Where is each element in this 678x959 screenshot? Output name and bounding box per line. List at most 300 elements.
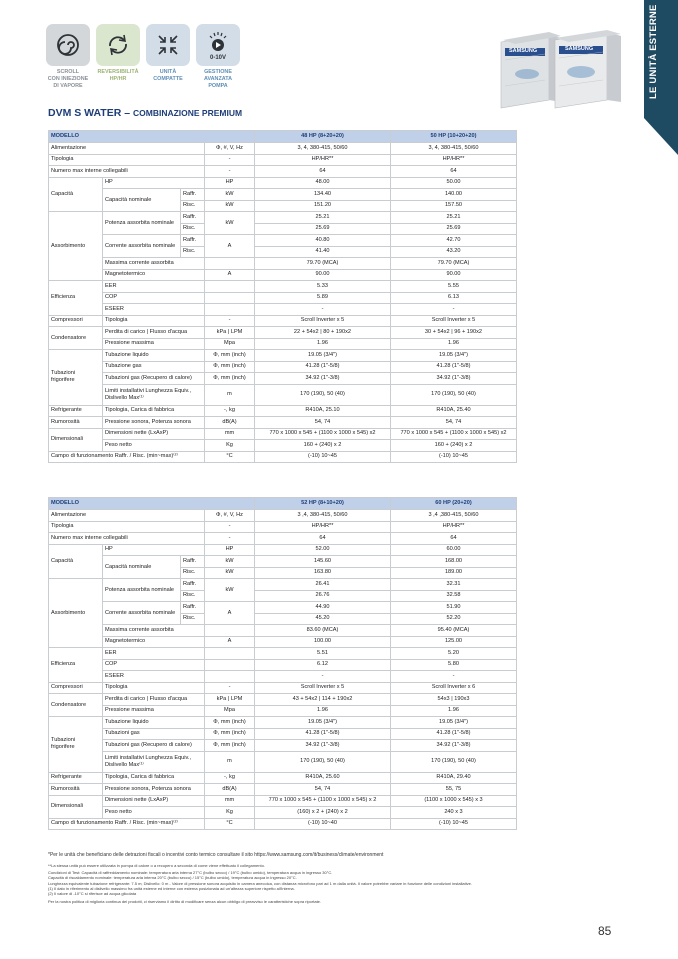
feature-icons [46,24,246,99]
row-unit: Φ, mm (inch) [205,350,255,362]
row-value-1: 34.92 (1"-3/8) [255,740,391,752]
row-sub2: Raffr. [181,212,205,224]
row-value-2: 30 + 54x2 | 96 + 190x2 [391,327,517,339]
row-value-2: 770 x 1000 x 545 + (1100 x 1000 x 545) x2 [391,428,517,440]
row-label: Alimentazione [49,143,205,155]
row-value-2: 140.00 [391,189,517,201]
row-value-1: 48.00 [255,177,391,189]
row-sub: Massima corrente assorbita [103,258,205,270]
page-number: 85 [598,924,612,938]
row-value-1: R410A, 25.60 [255,772,391,784]
row-value-2: 41.28 (1"-5/8) [391,361,517,373]
row-unit [205,281,255,293]
row-group: Rumorosità [49,417,103,429]
footnote-line: Per la nostra politica di miglioria continua dei prodotti, ci riserviamo il diritto di modificare senza alcun obbligo di preavviso le caratteristiche sopra riportate. [48,899,322,905]
row-unit: Kg [205,807,255,819]
row-unit: m [205,384,255,405]
row-unit: Φ, #, V, Hz [205,510,255,522]
row-value-1: 40.80 [255,235,391,247]
row-label: Alimentazione [49,510,205,522]
row-sub: Perdita di carico | Flusso d'acqua [103,694,205,706]
header-model-1: 48 HP (8+20+20) [255,131,391,143]
row-unit: A [205,636,255,648]
row-unit: -, kg [205,772,255,784]
row-value-2: 34.92 (1"-3/8) [391,740,517,752]
row-sub: Corrente assorbita nominale [103,235,181,258]
table-row [49,671,517,683]
row-unit: - [205,521,255,533]
row-value-1: 160 + (240) x 2 [255,440,391,452]
row-value-1: (-10) 10~45 [255,451,391,463]
footnotes [48,863,503,904]
row-value-1: 3, 4, 380-415, 50/60 [255,143,391,155]
row-label: Campo di funzionamento Raffr. / Risc. (min~max)⁽²⁾ [49,451,205,463]
row-group: Compressori [49,315,103,327]
table-row [49,428,517,440]
row-value-2: 168.00 [391,556,517,568]
row-value-2: 79.70 (MCA) [391,258,517,270]
row-sub2: Raffr. [181,556,205,568]
row-sub: HP [103,544,205,556]
row-group: Compressori [49,682,103,694]
row-unit [205,648,255,660]
table-row [49,648,517,660]
product-brand: SAMSUNG [509,48,538,54]
row-value-2: HP/HR** [391,154,517,166]
row-unit: Φ, #, V, Hz [205,143,255,155]
table-row [49,556,517,568]
row-value-2: 19.05 (3/4") [391,717,517,729]
row-sub: Massima corrente assorbita [103,625,205,637]
row-unit: kW [205,189,255,201]
table-row [49,636,517,648]
row-unit: - [205,315,255,327]
row-unit: Mpa [205,705,255,717]
table-row [49,304,517,316]
row-unit: HP [205,177,255,189]
table-row [49,544,517,556]
row-value-2: 25.69 [391,223,517,235]
row-sub: COP [103,292,205,304]
row-value-2: 170 (190), 50 (40) [391,751,517,772]
row-value-2: - [391,304,517,316]
row-unit [205,292,255,304]
row-sub: Dimensioni nette (LxAxP) [103,795,205,807]
row-group: Condensatore [49,694,103,717]
row-value-2: HP/HR** [391,521,517,533]
row-sub2: Risc. [181,567,205,579]
table-row [49,807,517,819]
table-row [49,510,517,522]
row-value-2: 54, 74 [391,417,517,429]
row-sub: Potenza assorbita nominale [103,212,181,235]
row-sub: Dimensioni nette (LxAxP) [103,428,205,440]
row-group: Assorbimento [49,212,103,281]
row-unit: kW [205,556,255,568]
row-value-1: 145.60 [255,556,391,568]
row-value-1: 41.28 (1"-5/8) [255,361,391,373]
row-value-1: 44.90 [255,602,391,614]
row-value-1: 770 x 1000 x 545 + (1100 x 1000 x 545) x 2 [255,795,391,807]
feature-label: REVERSIBILITÀ HP/HR [97,69,139,82]
row-value-1: 170 (190), 50 (40) [255,751,391,772]
row-sub2: Risc. [181,246,205,258]
row-value-2: Scroll Inverter x 6 [391,682,517,694]
row-value-2: 189.00 [391,567,517,579]
row-value-1: 83.60 (MCA) [255,625,391,637]
compact-unit-icon [146,24,190,66]
row-sub2: Risc. [181,223,205,235]
row-value-1: 54, 74 [255,417,391,429]
row-sub: Corrente assorbita nominale [103,602,181,625]
table-row [49,235,517,247]
table-row [49,258,517,270]
row-unit: kPa | LPM [205,694,255,706]
row-unit: - [205,166,255,178]
row-value-1: R410A, 25.10 [255,405,391,417]
row-value-1: 5.51 [255,648,391,660]
table-row [49,373,517,385]
table-row [49,350,517,362]
table-row [49,818,517,830]
row-unit: °C [205,818,255,830]
table-row [49,166,517,178]
product-brand-2: SAMSUNG [565,46,594,52]
row-sub: HP [103,177,205,189]
row-value-1: 1.96 [255,338,391,350]
row-unit: kW [205,567,255,579]
footnote-main: *Per le unità che beneficiano delle detrazioni fiscali o incentivi conto termico consultare il sito https://www.samsung.com/it/business/climate/environment [48,852,384,858]
title-main: DVM S WATER – [48,107,133,119]
row-sub2: Risc. [181,590,205,602]
header-model-2: 50 HP (10+20+20) [391,131,517,143]
header-model-2: 60 HP (20+20) [391,498,517,510]
table-row [49,659,517,671]
row-sub: COP [103,659,205,671]
row-sub: Magnetotermico [103,636,205,648]
row-value-1: - [255,304,391,316]
header-model-1: 52 HP (8+10+20) [255,498,391,510]
row-value-2: - [391,671,517,683]
feature-label: UNITÀ COMPATTE [153,69,183,82]
row-unit: Φ, mm (inch) [205,740,255,752]
row-value-2: 19.05 (3/4") [391,350,517,362]
table-row [49,625,517,637]
row-unit: mm [205,428,255,440]
row-unit: mm [205,795,255,807]
row-group: Refrigerante [49,772,103,784]
table-row [49,521,517,533]
row-value-1: Scroll Inverter x 5 [255,315,391,327]
row-sub: Limiti installativi Lunghezza Equiv., Dislivello Max⁽¹⁾ [103,751,205,772]
row-value-1: 79.70 (MCA) [255,258,391,270]
table-row [49,212,517,224]
row-value-1: 3 ,4, 380-415, 50/60 [255,510,391,522]
row-unit: kW [205,200,255,212]
row-group: Efficienza [49,648,103,683]
row-value-2: (-10) 10~45 [391,451,517,463]
row-unit: kW [205,579,255,602]
table-row [49,315,517,327]
row-value-1: 45.20 [255,613,391,625]
row-value-2: 5.20 [391,648,517,660]
row-unit: dB(A) [205,417,255,429]
row-sub: Peso netto [103,440,205,452]
table-row [49,772,517,784]
row-sub: Tipologia [103,315,205,327]
header-model: MODELLO [49,498,255,510]
row-sub: Magnetotermico [103,269,205,281]
row-value-1: (160) x 2 + (240) x 2 [255,807,391,819]
pump-badge: 0-10V [209,55,226,61]
row-unit: HP [205,544,255,556]
row-sub: Perdita di carico | Flusso d'acqua [103,327,205,339]
row-unit [205,659,255,671]
row-sub2: Raffr. [181,602,205,614]
table-row [49,405,517,417]
row-unit: dB(A) [205,784,255,796]
row-value-2: 90.00 [391,269,517,281]
row-value-1: - [255,671,391,683]
row-unit: A [205,602,255,625]
row-value-2: R410A, 25.40 [391,405,517,417]
row-value-2: Scroll Inverter x 5 [391,315,517,327]
row-value-1: 90.00 [255,269,391,281]
row-value-1: 151.20 [255,200,391,212]
footnote-line: (1) Il dato in riferimento al dislivello massimo fra unità esterne ed interne con esterna posizionata ad un'altezza superiore rispetto all'interna. [48,885,295,891]
table-header-row [49,498,517,510]
row-sub: Pressione massima [103,338,205,350]
row-value-2: 52.20 [391,613,517,625]
row-value-2: (1100 x 1000 x 545) x 3 [391,795,517,807]
table-row [49,361,517,373]
row-value-2: 157.50 [391,200,517,212]
row-sub: Tipologia, Carica di fabbrica [103,772,205,784]
footnote-line: (2) Il valore di -10°C si riferisce ad acqua glicolata [48,891,137,897]
row-value-2: 50.00 [391,177,517,189]
row-value-1: 52.00 [255,544,391,556]
row-value-1: 25.21 [255,212,391,224]
row-label: Tipologia [49,154,205,166]
footnote-line: Capacità di riscaldamento nominale: temperatura aria interna 20°C (bulbo secco) / 15°C (bulbo umido), temperatura acqua in ingresso 20°C. [48,875,297,881]
row-value-2: 240 x 3 [391,807,517,819]
row-unit: - [205,533,255,545]
row-value-1: 5.89 [255,292,391,304]
row-group: Dimensionali [49,428,103,451]
advanced-pump-icon [196,24,240,66]
row-value-1: 19.05 (3/4") [255,350,391,362]
row-value-1: (-10) 10~40 [255,818,391,830]
feature-label: SCROLL CON INIEZIONE DI VAPORE [47,69,89,89]
feature-compact [146,24,190,83]
row-label: Numero max interne collegabili [49,533,205,545]
row-group: Dimensionali [49,795,103,818]
table-row [49,177,517,189]
row-unit [205,671,255,683]
row-unit [205,258,255,270]
row-unit: kPa | LPM [205,327,255,339]
row-value-1: 64 [255,166,391,178]
table-row [49,579,517,591]
row-value-2: 64 [391,166,517,178]
row-value-2: 170 (190), 50 (40) [391,384,517,405]
table-row [49,281,517,293]
row-unit: - [205,154,255,166]
row-value-2: 1.96 [391,338,517,350]
table-row [49,384,517,405]
row-value-2: (-10) 10~45 [391,818,517,830]
row-unit: Mpa [205,338,255,350]
row-unit: Φ, mm (inch) [205,361,255,373]
row-value-1: 100.00 [255,636,391,648]
row-sub: Tipologia [103,682,205,694]
table-row [49,143,517,155]
row-group: Refrigerante [49,405,103,417]
row-sub2: Raffr. [181,235,205,247]
row-sub: EER [103,281,205,293]
row-value-2: 25.21 [391,212,517,224]
row-value-1: HP/HR** [255,154,391,166]
row-value-2: 43.20 [391,246,517,258]
row-value-1: 163.80 [255,567,391,579]
row-label: Numero max interne collegabili [49,166,205,178]
row-group: Tubazioni frigorifere [49,717,103,773]
row-sub: Potenza assorbita nominale [103,579,181,602]
row-sub: Tubazioni gas (Recupero di calore) [103,373,205,385]
row-value-2: 41.28 (1"-5/8) [391,728,517,740]
row-unit: Kg [205,440,255,452]
page-title [48,107,242,119]
row-value-1: 134.40 [255,189,391,201]
row-sub: Pressione massima [103,705,205,717]
row-value-1: Scroll Inverter x 5 [255,682,391,694]
table-row [49,451,517,463]
row-value-2: 125.00 [391,636,517,648]
row-value-1: 6.12 [255,659,391,671]
table-row [49,440,517,452]
feature-scroll [46,24,90,90]
row-value-1: 41.40 [255,246,391,258]
row-unit: - [205,682,255,694]
table-row [49,682,517,694]
row-value-2: 55, 75 [391,784,517,796]
row-value-2: 42.70 [391,235,517,247]
table-row [49,154,517,166]
row-sub: Tubazione liquido [103,350,205,362]
table-row [49,338,517,350]
row-value-1: 170 (190), 50 (40) [255,384,391,405]
row-group: Rumorosità [49,784,103,796]
row-value-1: 43 + 54x2 | 114 + 190x2 [255,694,391,706]
row-value-1: 54, 74 [255,784,391,796]
row-sub2: Raffr. [181,579,205,591]
row-sub: Tubazione liquido [103,717,205,729]
row-sub: Capacità nominale [103,189,181,212]
row-value-1: 25.69 [255,223,391,235]
row-sub: Tipologia, Carica di fabbrica [103,405,205,417]
table-row [49,269,517,281]
reversibility-icon [96,24,140,66]
row-value-1: HP/HR** [255,521,391,533]
table-row [49,740,517,752]
row-sub2: Risc. [181,200,205,212]
row-sub: Tubazioni gas [103,728,205,740]
row-sub: Limiti installativi Lunghezza Equiv., Dislivello Max⁽¹⁾ [103,384,205,405]
row-value-1: 64 [255,533,391,545]
row-value-1: 22 + 54x2 | 80 + 190x2 [255,327,391,339]
row-unit [205,625,255,637]
title-sub: COMBINAZIONE PREMIUM [132,108,243,118]
row-value-2: 54x3 | 190x3 [391,694,517,706]
row-sub: Tubazione gas [103,361,205,373]
row-unit: -, kg [205,405,255,417]
row-value-2: 32.31 [391,579,517,591]
row-group: Capacità [49,544,103,579]
row-value-2: 95.40 (MCA) [391,625,517,637]
table-row [49,728,517,740]
table-row [49,602,517,614]
table-header-row [49,131,517,143]
row-value-2: 51.90 [391,602,517,614]
row-unit [205,304,255,316]
row-value-2: 60.00 [391,544,517,556]
row-sub2: Raffr. [181,189,205,201]
row-value-1: 26.41 [255,579,391,591]
row-value-2: 34.92 (1"-3/8) [391,373,517,385]
footnote-line: Condizioni di Test: Capacità di raffreddamento nominale: temperatura aria interna 27°C (bulbo secco) / 19°C (bulbo umido), temperatura acqua in ingresso 30°C. [48,870,333,876]
row-sub: EER [103,648,205,660]
table-row [49,292,517,304]
row-unit: Φ, mm (inch) [205,373,255,385]
row-value-1: 26.76 [255,590,391,602]
row-value-1: 34.92 (1"-3/8) [255,373,391,385]
row-sub: Peso netto [103,807,205,819]
row-sub: Pressione sonora, Potenza sonora [103,417,205,429]
row-unit: °C [205,451,255,463]
table-row [49,717,517,729]
row-value-2: 3 ,4 ,380-415, 50/60 [391,510,517,522]
row-group: Efficienza [49,281,103,316]
row-unit: Φ, mm (inch) [205,728,255,740]
row-unit: A [205,235,255,258]
row-value-2: 3, 4, 380-415, 50/60 [391,143,517,155]
row-value-1: 770 x 1000 x 545 + (1100 x 1000 x 545) x2 [255,428,391,440]
table-row [49,751,517,772]
row-unit: A [205,269,255,281]
row-label: Campo di funzionamento Raffr. / Risc. (min~max)⁽²⁾ [49,818,205,830]
row-sub: Pressione sonora, Potenza sonora [103,784,205,796]
row-group: Capacità [49,177,103,212]
footnote-line: **La stessa unità può essere utilizzata in pompa di calore o a recupero a seconda di come viene effettuato il collegamento. [48,863,265,868]
row-value-2: 64 [391,533,517,545]
row-value-2: R410A, 29.40 [391,772,517,784]
row-unit: Φ, mm (inch) [205,717,255,729]
spec-table [48,130,517,463]
footnote-line: Lunghezza equivalente tubazione refrigerante: 7.5 m; Dislivello: 0 m - Valore di pressione sonora acquisito in camera anecoica, con distanza microfono pari ad 1 m dalla unità. Il valore potrebbe variare in funzione delle condizioni installative. [48,880,472,886]
row-value-1: 41.28 (1"-5/8) [255,728,391,740]
feature-pump [196,24,240,90]
row-value-2: 32.58 [391,590,517,602]
row-sub: ESEER [103,671,205,683]
table-row [49,533,517,545]
table-row [49,795,517,807]
row-sub: ESEER [103,304,205,316]
spec-table [48,497,517,830]
header-model: MODELLO [49,131,255,143]
row-value-1: 19.05 (3/4") [255,717,391,729]
table-row [49,694,517,706]
row-value-2: 5.80 [391,659,517,671]
